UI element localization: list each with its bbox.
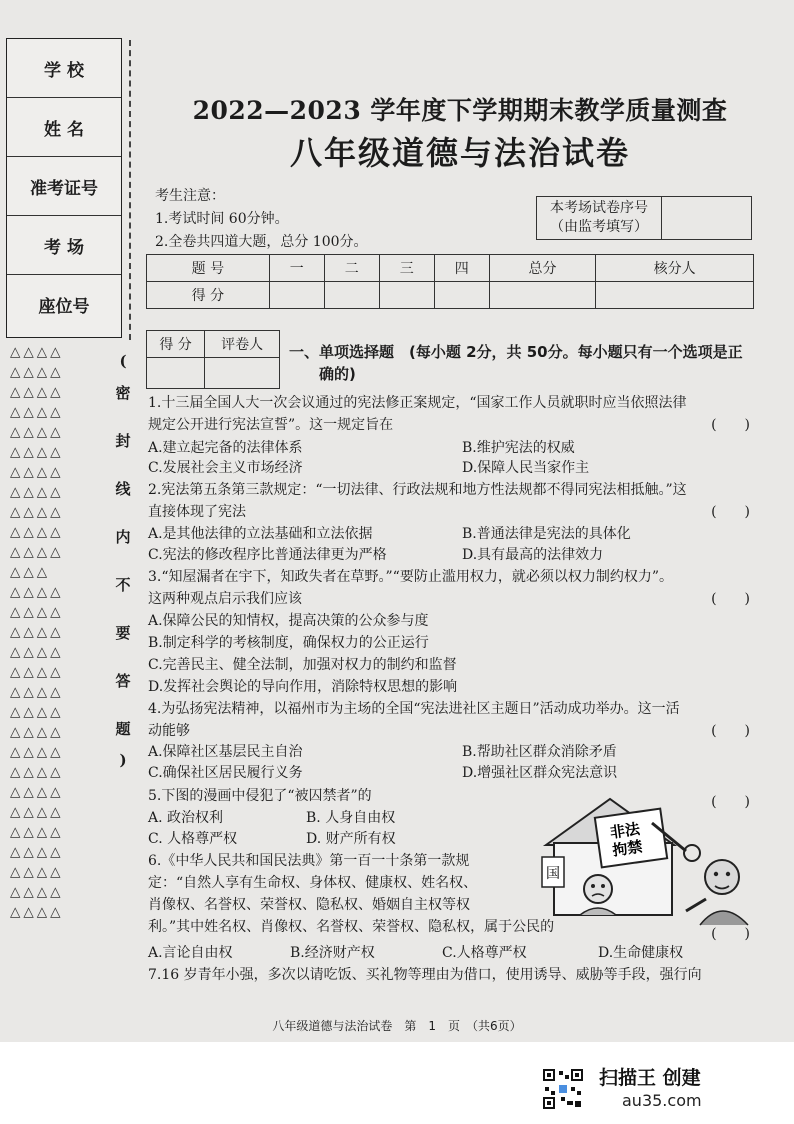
score-table — [146, 254, 754, 309]
answer-blank[interactable]: ( ) — [711, 417, 750, 433]
question-1-options-ab — [148, 437, 758, 459]
question-4 — [148, 698, 758, 742]
seal-char: 密 — [115, 384, 131, 402]
question-4-stem-line2: 动能够 — [148, 723, 190, 739]
section-one-line2: 确的) — [319, 365, 356, 383]
question-1 — [148, 392, 758, 436]
option-a: A.保障公民的知情权，提高决策的公众参与度 — [148, 613, 429, 629]
seal-char: ) — [119, 751, 127, 769]
score-header-cell: 总分 — [489, 255, 595, 282]
cartoon-sign: 非法拘禁 — [608, 819, 644, 860]
question-3-stem-line2: 这两种观点启示我们应该 — [148, 591, 302, 607]
grade-table-header-row — [147, 331, 280, 358]
grader-cell[interactable] — [205, 358, 280, 389]
option-d: D. 财产所有权 — [306, 831, 396, 847]
page-footer: 八年级道德与法治试卷 第 1 页 （共6页） — [272, 1019, 522, 1033]
seal-char: 答 — [115, 672, 131, 690]
option-a: A. 政治权利 — [148, 810, 224, 826]
question-7 — [148, 964, 758, 986]
question-2-options-ab — [148, 523, 758, 545]
option-b: B.经济财产权 — [290, 945, 375, 961]
question-4-options-cd — [148, 762, 758, 784]
option-c: C.发展社会主义市场经济 — [148, 460, 303, 476]
seal-char: 封 — [115, 432, 131, 450]
question-1-options-cd — [148, 457, 758, 479]
question-2-stem-line2: 直接体现了宪法 — [148, 504, 246, 520]
option-d: D.发挥社会舆论的导向作用，消除特权思想的影响 — [148, 679, 458, 695]
option-d: D.保障人民当家作主 — [462, 460, 590, 476]
seat-number-label: 座位号 — [38, 297, 90, 317]
school-label: 学 校 — [7, 39, 121, 98]
option-c: C. 人格尊严权 — [148, 831, 238, 847]
answer-blank[interactable]: ( ) — [711, 926, 750, 942]
question-2-options-cd — [148, 544, 758, 566]
option-d: D.生命健康权 — [598, 945, 684, 961]
score-header-cell: 核分人 — [596, 255, 754, 282]
score-cell[interactable] — [596, 282, 754, 309]
score-table-header-row — [147, 255, 754, 282]
option-d: D.具有最高的法律效力 — [462, 547, 604, 563]
scanner-watermark-brand: 扫描王 创建 — [599, 1067, 701, 1089]
answer-blank[interactable]: ( ) — [711, 723, 750, 739]
option-a: A.保障社区基层民主自治 — [148, 744, 303, 760]
binding-dashed-line — [129, 40, 131, 340]
seal-char: 要 — [115, 624, 131, 642]
question-6-stem-line4: 利。”其中姓名权、肖像权、名誉权、荣誉权、隐私权，属于公民的 — [148, 919, 555, 935]
option-b: B.普通法律是宪法的具体化 — [462, 526, 631, 542]
option-c: C.确保社区居民履行义务 — [148, 765, 303, 781]
score-header-cell: 题 号 — [147, 255, 270, 282]
option-c: C.完善民主、健全法制，加强对权力的制约和监督 — [148, 657, 457, 673]
seal-char: 内 — [115, 528, 131, 546]
student-info-box — [6, 38, 122, 338]
score-table-score-row — [147, 282, 754, 309]
question-6 — [148, 850, 758, 942]
option-c: C.宪法的修改程序比普通法律更为严格 — [148, 547, 387, 563]
seal-char: 线 — [115, 480, 131, 498]
question-2 — [148, 479, 758, 523]
option-b: B.制定科学的考核制度，确保权力的公正运行 — [148, 635, 429, 651]
sequence-label-line2: （由监考填写） — [550, 219, 648, 235]
exam-notice — [155, 185, 368, 254]
seal-char: ( — [119, 352, 127, 370]
option-c: C.人格尊严权 — [442, 945, 527, 961]
section-grade-table — [146, 330, 280, 389]
exam-title-year: 2022—2023 学年度下学期期末教学质量测查 — [192, 96, 728, 125]
grade-score-label: 得 分 — [147, 331, 205, 358]
score-header-cell: 二 — [324, 255, 379, 282]
grade-table-entry-row — [147, 358, 280, 389]
question-4-options-ab — [148, 741, 758, 763]
question-7-stem-line1: 7.16 岁青年小强，多次以请吃饭、买礼物等理由为借口，使用诱导、威胁等手段，强行向 — [148, 967, 702, 983]
question-3-stem-line1: 3.“知屋漏者在宇下，知政失者在草野。”“要防止滥用权力，就必须以权力制约权力”。 — [148, 569, 673, 585]
answer-blank[interactable]: ( ) — [711, 794, 750, 810]
score-cell[interactable] — [379, 282, 434, 309]
grader-label: 评卷人 — [205, 331, 280, 358]
option-b: B. 人身自由权 — [306, 810, 396, 826]
question-5-stem: 5.下图的漫画中侵犯了“被囚禁者”的 — [148, 788, 372, 804]
score-header-cell: 一 — [269, 255, 324, 282]
cartoon-sign-left: 国 — [546, 866, 560, 882]
sequence-label — [537, 197, 662, 239]
seal-char: 不 — [115, 576, 131, 594]
score-header-cell: 四 — [434, 255, 489, 282]
answer-blank[interactable]: ( ) — [711, 504, 750, 520]
option-b: B.维护宪法的权威 — [462, 440, 575, 456]
score-cell[interactable] — [434, 282, 489, 309]
question-6-stem-line3: 肖像权、名誉权、荣誉权、隐私权、婚姻自主权等权 — [148, 897, 470, 913]
option-a: A.建立起完备的法律体系 — [148, 440, 303, 456]
question-1-stem-line1: 1.十三届全国人大一次会议通过的宪法修正案规定，“国家工作人员就职时应当依照法律 — [148, 395, 687, 411]
grade-score-cell[interactable] — [147, 358, 205, 389]
notice-item-1: 1.考试时间 60分钟。 — [155, 211, 289, 227]
seal-char: 题 — [115, 720, 131, 738]
exam-title-subject: 八年级道德与法治试卷 — [289, 134, 630, 172]
question-6-stem-line1: 6.《中华人民共和国民法典》第一百一十条第一款规 — [148, 853, 470, 869]
answer-blank[interactable]: ( ) — [711, 591, 750, 607]
triangle-border-pattern: △△△△ △△△△ △△△△ △△△△ △△△△ △△△△ △△△△ △△△△ △△△△ △△△△ △△△△ △△△ △△△△ △△△△ △△△△ △△△△ △△△△ △△△△ △△△△ △△△△ △△△△ △△△△ △△△△ △△△△ △△△△ △△△△ △△△△ △△△△ △△△△ — [10, 344, 64, 920]
sequence-label-line1: 本考场试卷序号 — [550, 200, 648, 216]
question-6-options — [148, 942, 758, 964]
score-header-cell: 三 — [379, 255, 434, 282]
option-a: A.言论自由权 — [148, 945, 233, 961]
option-d: D.增强社区群众宪法意识 — [462, 765, 618, 781]
option-b: B.帮助社区群众消除矛盾 — [462, 744, 617, 760]
exam-id-label: 准考证号 — [7, 157, 121, 216]
score-cell[interactable] — [489, 282, 595, 309]
score-row-label: 得 分 — [147, 282, 270, 309]
scanner-watermark-url: au35.com — [622, 1091, 702, 1110]
exam-room-label: 考 场 — [7, 216, 121, 275]
section-one-heading — [289, 341, 759, 385]
notice-item-2: 2.全卷共四道大题，总分 100分。 — [155, 234, 368, 250]
qr-code-icon — [541, 1067, 585, 1111]
question-1-stem-line2: 规定公开进行宪法宣誓”。这一规定旨在 — [148, 417, 394, 433]
score-cell[interactable] — [269, 282, 324, 309]
question-4-stem-line1: 4.为弘扬宪法精神，以福州市为主场的全国“宪法进社区主题日”活动成功举办。这一活 — [148, 701, 680, 717]
section-one-line1: 一、单项选择题 (每小题 2分，共 50分。每小题只有一个选项是正 — [289, 343, 743, 361]
notice-head: 考生注意： — [155, 188, 225, 204]
paper-sequence-box — [536, 196, 752, 240]
question-2-stem-line1: 2.宪法第五条第三款规定：“一切法律、行政法规和地方性法规都不得同宪法相抵触。”这 — [148, 482, 687, 498]
question-3 — [148, 566, 758, 698]
question-6-stem-line2: 定：“自然人享有生命权、身体权、健康权、姓名权、 — [148, 875, 478, 891]
option-a: A.是其他法律的立法基础和立法依据 — [148, 526, 373, 542]
name-label: 姓 名 — [7, 98, 121, 157]
score-cell[interactable] — [324, 282, 379, 309]
sequence-number-field[interactable] — [662, 197, 751, 239]
seal-line-notice — [113, 352, 133, 781]
